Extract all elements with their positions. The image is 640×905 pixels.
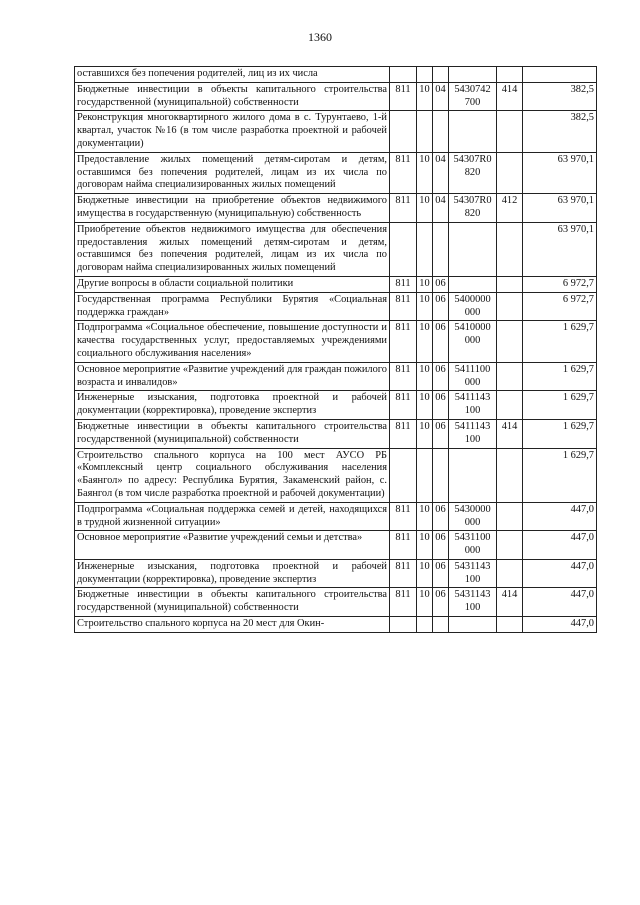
- row-name-cell: Бюджетные инвестиции на приобретение объектов недвижимого имущества в государственную (муниципальную) собственность: [75, 194, 390, 223]
- ministry-code-cell: 811: [390, 559, 417, 588]
- section-code-cell: 10: [417, 559, 433, 588]
- section-code-cell: 10: [417, 82, 433, 111]
- table-row: [75, 588, 597, 617]
- sum-cell: 6 972,7: [523, 276, 597, 292]
- sum-cell: 6 972,7: [523, 292, 597, 321]
- target-article-cell: [449, 111, 497, 152]
- sum-cell: 382,5: [523, 111, 597, 152]
- section-code-cell: 10: [417, 588, 433, 617]
- sum-cell: 63 970,1: [523, 222, 597, 276]
- row-name-cell: Подпрограмма «Социальное обеспечение, повышение доступности и качества государственных услуг, предоставляемых учреждениями социального обслуживания населения»: [75, 321, 390, 362]
- ministry-code-cell: 811: [390, 502, 417, 531]
- target-article-cell: 5410000 000: [449, 321, 497, 362]
- expense-type-cell: [497, 222, 523, 276]
- target-article-cell: 5430000 000: [449, 502, 497, 531]
- subsection-code-cell: 04: [433, 82, 449, 111]
- sum-cell: 447,0: [523, 617, 597, 633]
- table-row: [75, 419, 597, 448]
- subsection-code-cell: 04: [433, 152, 449, 193]
- table-row: [75, 276, 597, 292]
- section-code-cell: 10: [417, 531, 433, 560]
- expense-type-cell: [497, 67, 523, 83]
- subsection-code-cell: [433, 617, 449, 633]
- table-row: [75, 111, 597, 152]
- row-name-cell: Государственная программа Республики Бурятия «Социальная поддержка граждан»: [75, 292, 390, 321]
- section-code-cell: [417, 67, 433, 83]
- page-number: 1360: [308, 30, 332, 44]
- expense-type-cell: [497, 321, 523, 362]
- sum-cell: 1 629,7: [523, 419, 597, 448]
- table-row: [75, 391, 597, 420]
- ministry-code-cell: 811: [390, 531, 417, 560]
- table-row: [75, 531, 597, 560]
- expense-type-cell: 412: [497, 194, 523, 223]
- subsection-code-cell: 06: [433, 502, 449, 531]
- sum-cell: 63 970,1: [523, 152, 597, 193]
- row-name-cell: Подпрограмма «Социальная поддержка семей и детей, находящихся в трудной жизненной ситуации»: [75, 502, 390, 531]
- row-name-cell: Бюджетные инвестиции в объекты капитального строительства государственной (муниципальной) собственности: [75, 588, 390, 617]
- ministry-code-cell: [390, 67, 417, 83]
- sum-cell: 447,0: [523, 531, 597, 560]
- subsection-code-cell: 06: [433, 292, 449, 321]
- section-code-cell: 10: [417, 419, 433, 448]
- expense-type-cell: 414: [497, 419, 523, 448]
- subsection-code-cell: 06: [433, 419, 449, 448]
- target-article-cell: 5431143 100: [449, 559, 497, 588]
- section-code-cell: 10: [417, 152, 433, 193]
- target-article-cell: [449, 222, 497, 276]
- ministry-code-cell: 811: [390, 391, 417, 420]
- sum-cell: 63 970,1: [523, 194, 597, 223]
- row-name-cell: Реконструкция многоквартирного жилого дома в с. Турунтаево, 1-й квартал, участок №16 (в том числе разработка проектной и рабочей документации): [75, 111, 390, 152]
- row-name-cell: Другие вопросы в области социальной политики: [75, 276, 390, 292]
- section-code-cell: 10: [417, 321, 433, 362]
- expense-type-cell: [497, 448, 523, 502]
- ministry-code-cell: 811: [390, 276, 417, 292]
- expense-type-cell: [497, 292, 523, 321]
- expense-type-cell: [497, 617, 523, 633]
- ministry-code-cell: 811: [390, 82, 417, 111]
- ministry-code-cell: 811: [390, 588, 417, 617]
- target-article-cell: 5431100 000: [449, 531, 497, 560]
- subsection-code-cell: 06: [433, 276, 449, 292]
- table-row: [75, 67, 597, 83]
- target-article-cell: [449, 67, 497, 83]
- expense-type-cell: [497, 391, 523, 420]
- table-row: [75, 617, 597, 633]
- row-name-cell: Бюджетные инвестиции в объекты капитального строительства государственной (муниципальной) собственности: [75, 82, 390, 111]
- sum-cell: 1 629,7: [523, 391, 597, 420]
- sum-cell: 447,0: [523, 559, 597, 588]
- ministry-code-cell: 811: [390, 321, 417, 362]
- row-name-cell: оставшихся без попечения родителей, лиц из их числа: [75, 67, 390, 83]
- ministry-code-cell: 811: [390, 194, 417, 223]
- subsection-code-cell: [433, 222, 449, 276]
- sum-cell: [523, 67, 597, 83]
- target-article-cell: 5411143 100: [449, 391, 497, 420]
- section-code-cell: 10: [417, 276, 433, 292]
- subsection-code-cell: 06: [433, 588, 449, 617]
- subsection-code-cell: 06: [433, 391, 449, 420]
- budget-table: [74, 66, 597, 633]
- subsection-code-cell: [433, 111, 449, 152]
- row-name-cell: Строительство спального корпуса на 100 мест АУСО РБ «Комплексный центр социального обслуживания населения «Баянгол» по адресу: Республика Бурятия, Закаменский район, с. Баянгол (в том числе разработка проектной и рабочей документации): [75, 448, 390, 502]
- sum-cell: 1 629,7: [523, 362, 597, 391]
- subsection-code-cell: [433, 67, 449, 83]
- expense-type-cell: 414: [497, 82, 523, 111]
- table-row: [75, 502, 597, 531]
- subsection-code-cell: [433, 448, 449, 502]
- expense-type-cell: [497, 276, 523, 292]
- target-article-cell: 5430742 700: [449, 82, 497, 111]
- section-code-cell: 10: [417, 194, 433, 223]
- target-article-cell: [449, 617, 497, 633]
- row-name-cell: Бюджетные инвестиции в объекты капитального строительства государственной (муниципальной) собственности: [75, 419, 390, 448]
- subsection-code-cell: 06: [433, 362, 449, 391]
- ministry-code-cell: [390, 617, 417, 633]
- section-code-cell: 10: [417, 292, 433, 321]
- ministry-code-cell: [390, 448, 417, 502]
- sum-cell: 447,0: [523, 588, 597, 617]
- sum-cell: 1 629,7: [523, 321, 597, 362]
- target-article-cell: 5431143 100: [449, 588, 497, 617]
- ministry-code-cell: 811: [390, 419, 417, 448]
- ministry-code-cell: 811: [390, 292, 417, 321]
- expense-type-cell: [497, 362, 523, 391]
- table-row: [75, 448, 597, 502]
- subsection-code-cell: 06: [433, 321, 449, 362]
- table-row: [75, 194, 597, 223]
- ministry-code-cell: [390, 222, 417, 276]
- row-name-cell: Инженерные изыскания, подготовка проектной и рабочей документации (корректировка), проведение экспертиз: [75, 391, 390, 420]
- ministry-code-cell: [390, 111, 417, 152]
- table-row: [75, 292, 597, 321]
- table-row: [75, 82, 597, 111]
- table-row: [75, 362, 597, 391]
- section-code-cell: 10: [417, 502, 433, 531]
- table-row: [75, 152, 597, 193]
- target-article-cell: [449, 276, 497, 292]
- expense-type-cell: [497, 531, 523, 560]
- target-article-cell: [449, 448, 497, 502]
- table-row: [75, 559, 597, 588]
- section-code-cell: 10: [417, 391, 433, 420]
- section-code-cell: [417, 222, 433, 276]
- ministry-code-cell: 811: [390, 362, 417, 391]
- target-article-cell: 5411143 100: [449, 419, 497, 448]
- target-article-cell: 54307R0 820: [449, 194, 497, 223]
- table-row: [75, 222, 597, 276]
- expense-type-cell: [497, 152, 523, 193]
- row-name-cell: Строительство спального корпуса на 20 мест для Окин-: [75, 617, 390, 633]
- target-article-cell: 5411100 000: [449, 362, 497, 391]
- subsection-code-cell: 06: [433, 559, 449, 588]
- expense-type-cell: [497, 502, 523, 531]
- subsection-code-cell: 04: [433, 194, 449, 223]
- subsection-code-cell: 06: [433, 531, 449, 560]
- sum-cell: 1 629,7: [523, 448, 597, 502]
- expense-type-cell: [497, 559, 523, 588]
- row-name-cell: Основное мероприятие «Развитие учреждений для граждан пожилого возраста и инвалидов»: [75, 362, 390, 391]
- section-code-cell: [417, 617, 433, 633]
- expense-type-cell: 414: [497, 588, 523, 617]
- section-code-cell: 10: [417, 362, 433, 391]
- row-name-cell: Предоставление жилых помещений детям-сиротам и детям, оставшимся без попечения родителей, лицам из их числа по договорам найма специализированных жилых помещений: [75, 152, 390, 193]
- target-article-cell: 5400000 000: [449, 292, 497, 321]
- section-code-cell: [417, 111, 433, 152]
- expense-type-cell: [497, 111, 523, 152]
- row-name-cell: Основное мероприятие «Развитие учреждений семьи и детства»: [75, 531, 390, 560]
- sum-cell: 382,5: [523, 82, 597, 111]
- section-code-cell: [417, 448, 433, 502]
- row-name-cell: Приобретение объектов недвижимого имущества для обеспечения предоставления жилых помещений детям-сиротам и детям, оставшимся без попечения родителей, лицам из их числа по договорам найма специализированных жилых помещений: [75, 222, 390, 276]
- sum-cell: 447,0: [523, 502, 597, 531]
- row-name-cell: Инженерные изыскания, подготовка проектной и рабочей документации (корректировка), проведение экспертиз: [75, 559, 390, 588]
- target-article-cell: 54307R0 820: [449, 152, 497, 193]
- ministry-code-cell: 811: [390, 152, 417, 193]
- table-row: [75, 321, 597, 362]
